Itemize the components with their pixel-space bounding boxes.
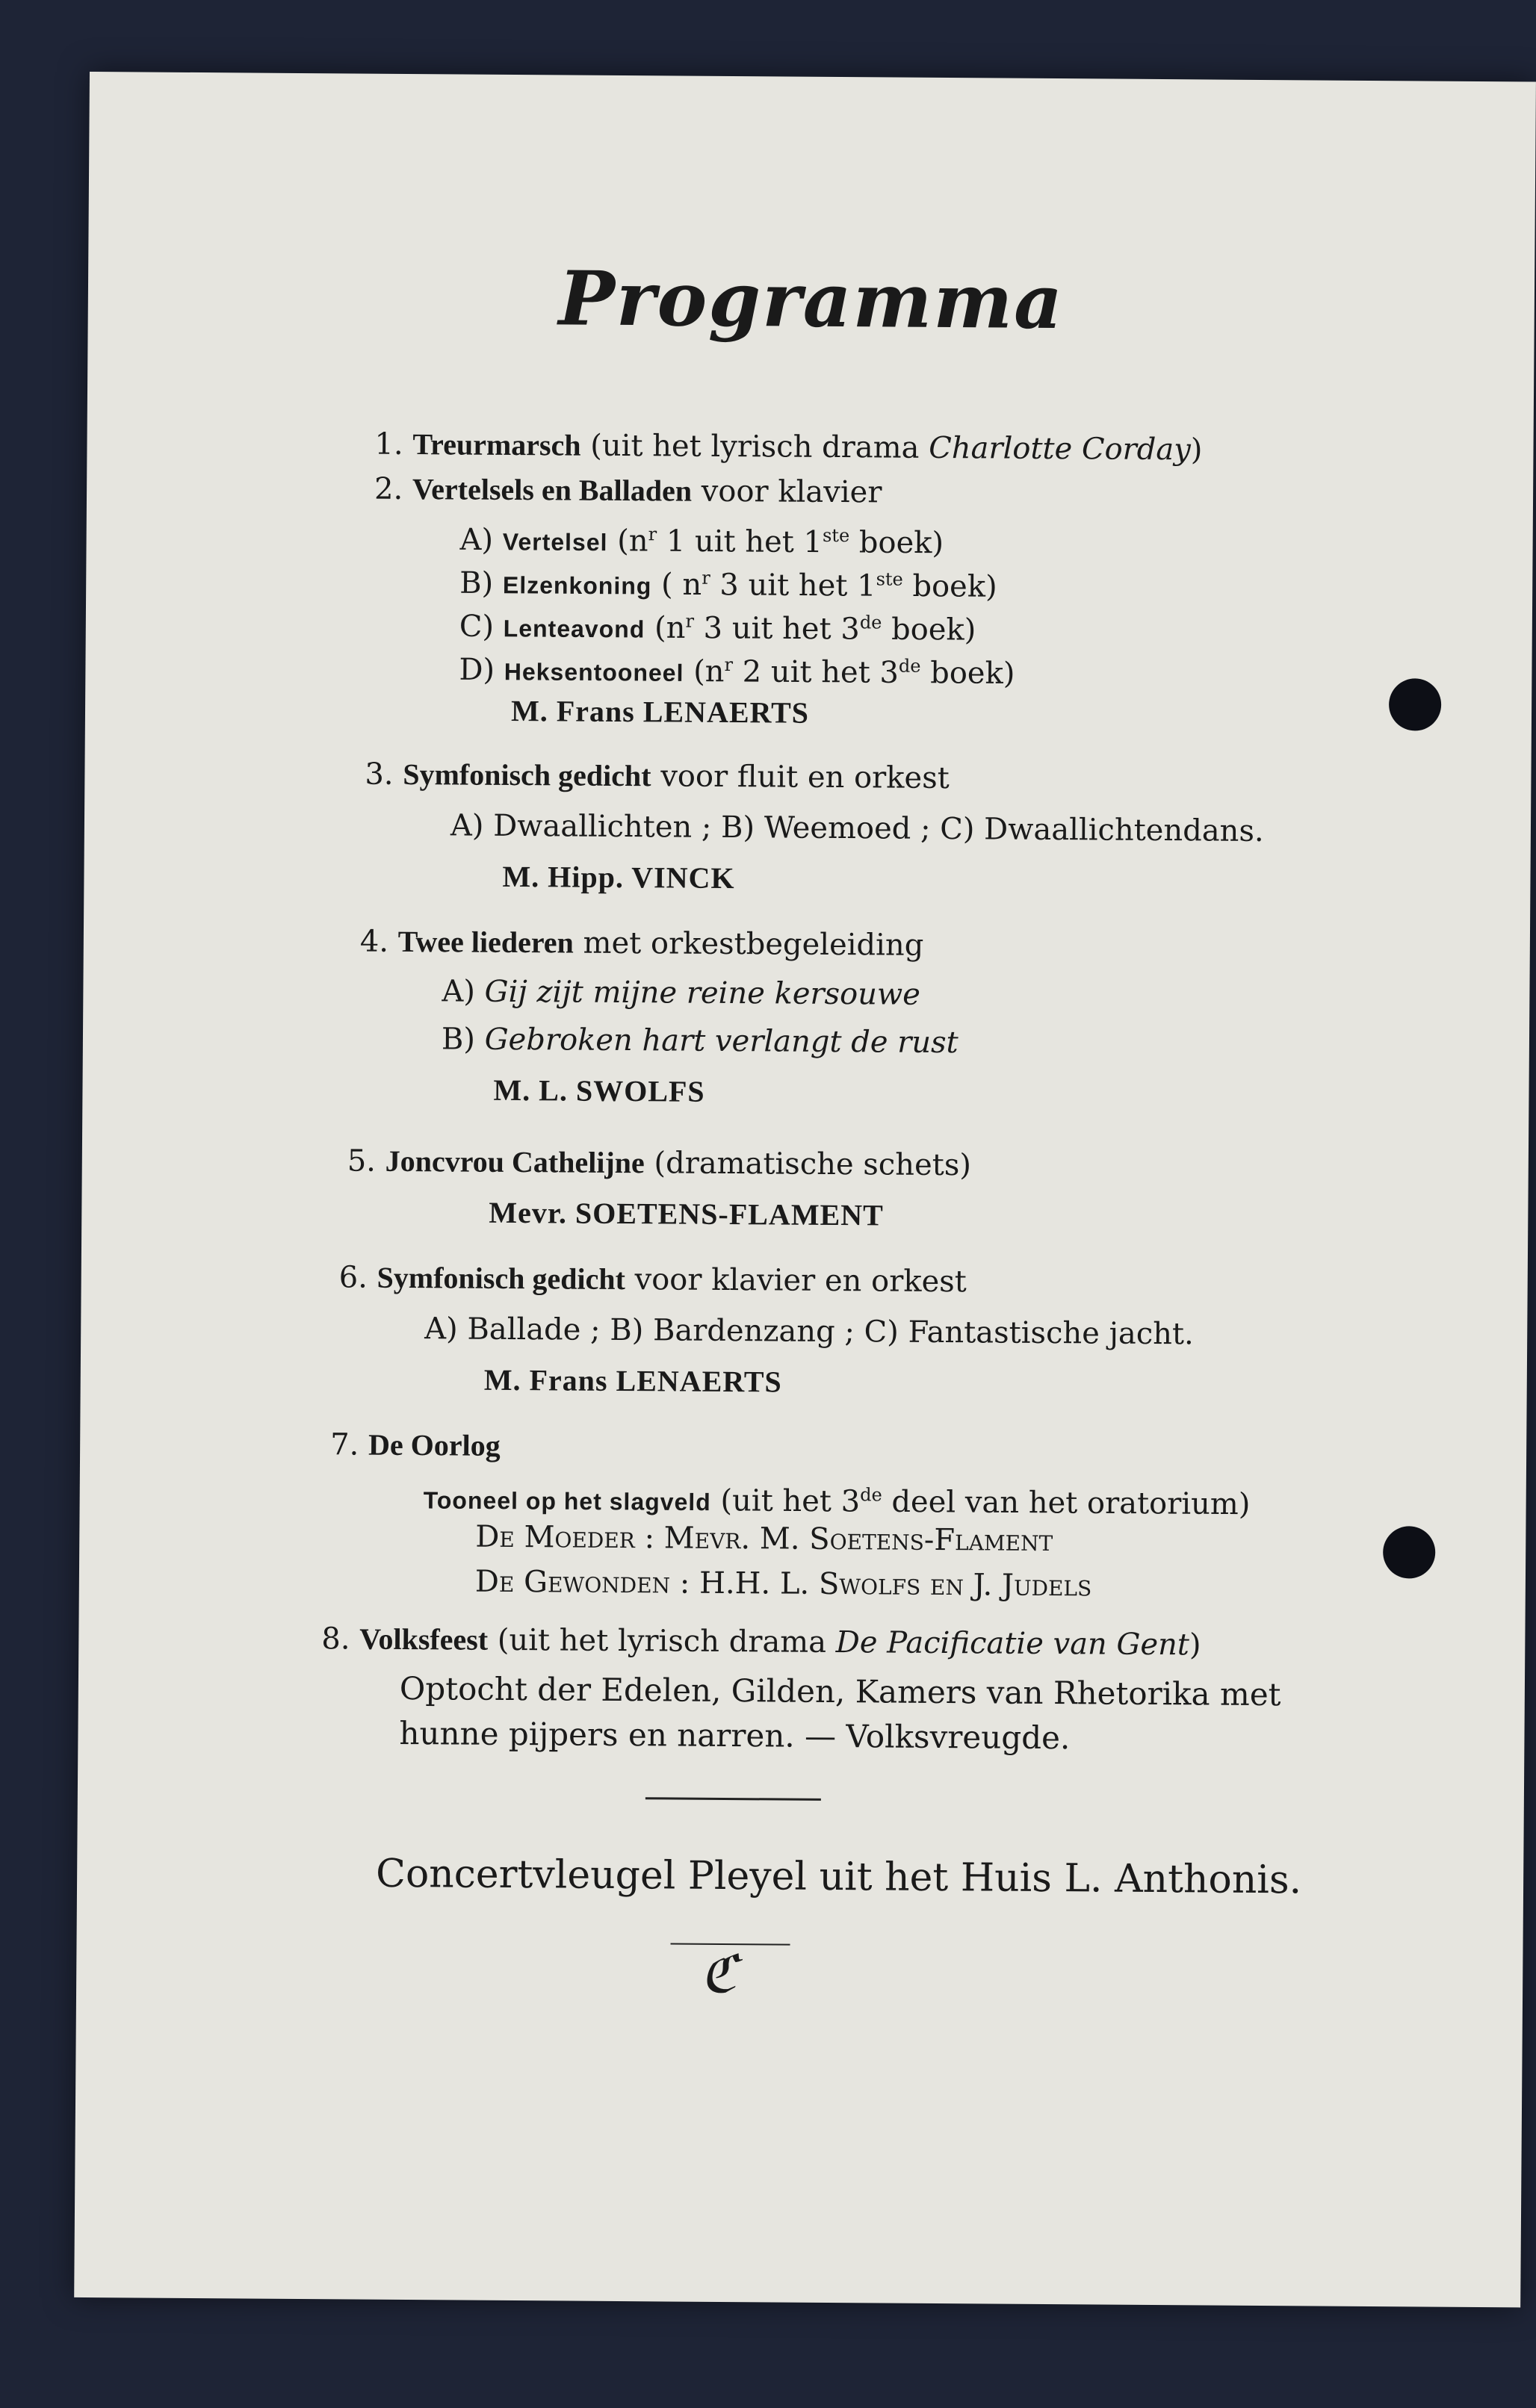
program-item-8 (321, 1619, 1201, 1664)
item-number: 3. (365, 757, 394, 792)
item-number: 6. (338, 1260, 368, 1295)
work-title: De Pacificatie van Gent (835, 1625, 1190, 1663)
role-text: De Gewonden : H.H. L. Swolfs en J. Judels (474, 1564, 1092, 1604)
program-item-7 (330, 1425, 501, 1465)
performer: Mevr. SOETENS-FLAMENT (489, 1195, 884, 1232)
song-item (442, 1020, 959, 1062)
sub-desc: boek) (902, 568, 997, 604)
sub-desc: (n (684, 654, 725, 689)
scene-title: Tooneel op het slagveld (423, 1486, 711, 1516)
sub-title: Elzenkoning (502, 571, 652, 600)
sub-desc: boek) (882, 612, 976, 648)
sub-letter: B) (441, 1022, 476, 1057)
performer: M. L. SWOLFS (493, 1073, 705, 1108)
item-desc: voor klavier en orkest (625, 1262, 967, 1300)
item-desc: (uit het lyrisch drama (580, 428, 929, 465)
sub-desc: boek) (849, 525, 944, 561)
sub-title: Lenteavond (503, 615, 645, 643)
scene-desc: (uit het 3 (710, 1483, 861, 1519)
divider (645, 1797, 821, 1801)
sub-desc: (n (645, 610, 686, 645)
sub-letter: B) (459, 565, 494, 601)
punch-hole (1389, 678, 1441, 730)
sub-sup: r (702, 567, 710, 589)
item-title: De Oorlog (368, 1427, 501, 1462)
item-number: 1. (374, 426, 403, 462)
sub-title: Heksentooneel (504, 658, 684, 686)
item-number: 5. (347, 1144, 377, 1179)
item-desc: met orkestbegeleiding (573, 925, 924, 963)
sub-letter: C) (459, 609, 495, 645)
sub-desc: boek) (920, 656, 1015, 691)
sub-desc: 2 uit het 3 (732, 654, 899, 690)
work-title: Charlotte Corday (929, 430, 1191, 468)
item-title: Symfonisch gedicht (403, 757, 651, 793)
performer: M. Frans LENAERTS (510, 693, 810, 730)
sub-sup: r (648, 524, 657, 545)
item-parts: A) Dwaallichten ; B) Weemoed ; C) Dwaallichtendans. (450, 808, 1264, 848)
role-line (475, 1563, 1092, 1606)
item-title: Volksfeest (359, 1622, 489, 1657)
item-desc: voor klavier (691, 474, 882, 510)
sub-letter: A) (459, 522, 494, 558)
program-item-4 (360, 922, 924, 965)
ornament-icon: ℭ (699, 1943, 737, 2005)
item-desc: ) (1189, 1627, 1201, 1663)
item-title: Treurmarsch (412, 427, 581, 462)
sub-letter: A) (442, 974, 476, 1009)
performer: M. Frans LENAERTS (483, 1362, 782, 1399)
punch-hole (1383, 1526, 1435, 1578)
sub-sup: r (685, 610, 695, 632)
item-title: Vertelsels en Balladen (412, 472, 693, 508)
item-title: Twee liederen (397, 924, 575, 960)
sub-item (459, 513, 944, 564)
item-text: hunne pijpers en narren. — Volksvreugde. (399, 1714, 1071, 1757)
song-title: Gebroken hart verlangt de rust (484, 1022, 959, 1061)
item-desc: voor fluit en orkest (651, 759, 950, 796)
role-line (475, 1518, 1053, 1560)
role-text: De Moeder : Mevr. M. Soetens-Flament (475, 1519, 1053, 1559)
item-text: Optocht der Edelen, Gilden, Kamers van Rhetorika met (399, 1669, 1281, 1713)
song-item (442, 972, 920, 1014)
scene-desc: deel van het oratorium) (882, 1484, 1251, 1522)
item-title: Symfonisch gedicht (377, 1260, 626, 1297)
sub-sup: ste (876, 568, 903, 590)
program-item-3 (365, 755, 950, 798)
sub-desc: ( n (651, 567, 702, 603)
item-desc: ) (1190, 432, 1203, 468)
sub-sup: de (859, 612, 882, 633)
item-number: 4. (359, 924, 389, 959)
scene-sup: de (860, 1484, 882, 1506)
item-desc: (dramatische schets) (644, 1146, 972, 1183)
sub-sup: r (724, 654, 734, 676)
item-number: 8. (321, 1622, 350, 1657)
program-item-1 (374, 425, 1202, 470)
sub-desc: 3 uit het 3 (693, 610, 860, 647)
sub-desc: 3 uit het 1 (710, 568, 876, 603)
item-number: 2. (374, 471, 403, 506)
item-title: Joncvrou Cathelijne (385, 1144, 645, 1180)
song-title: Gij zijt mijne reine kersouwe (484, 974, 921, 1012)
program-sheet (74, 72, 1536, 2307)
sub-sup: ste (822, 524, 850, 547)
sub-title: Vertelsel (502, 528, 608, 556)
item-number: 7. (330, 1427, 359, 1462)
sub-sup: de (898, 655, 921, 677)
page-title: Programma (558, 254, 1065, 347)
sub-item (459, 643, 1015, 695)
item-desc: (uit het lyrisch drama (487, 1622, 836, 1660)
program-item-2 (374, 470, 882, 512)
program-item-6 (339, 1258, 967, 1301)
sub-desc: (n (607, 524, 648, 559)
program-item-5 (347, 1141, 971, 1185)
performer: M. Hipp. VINCK (502, 859, 735, 896)
sub-desc: 1 uit het 1 (656, 524, 823, 560)
footer-note: Concertvleugel Pleyel uit het Huis L. Anthonis. (375, 1851, 1302, 1903)
item-parts: A) Ballade ; B) Bardenzang ; C) Fantastische jacht. (424, 1312, 1194, 1352)
sub-letter: D) (459, 652, 495, 688)
